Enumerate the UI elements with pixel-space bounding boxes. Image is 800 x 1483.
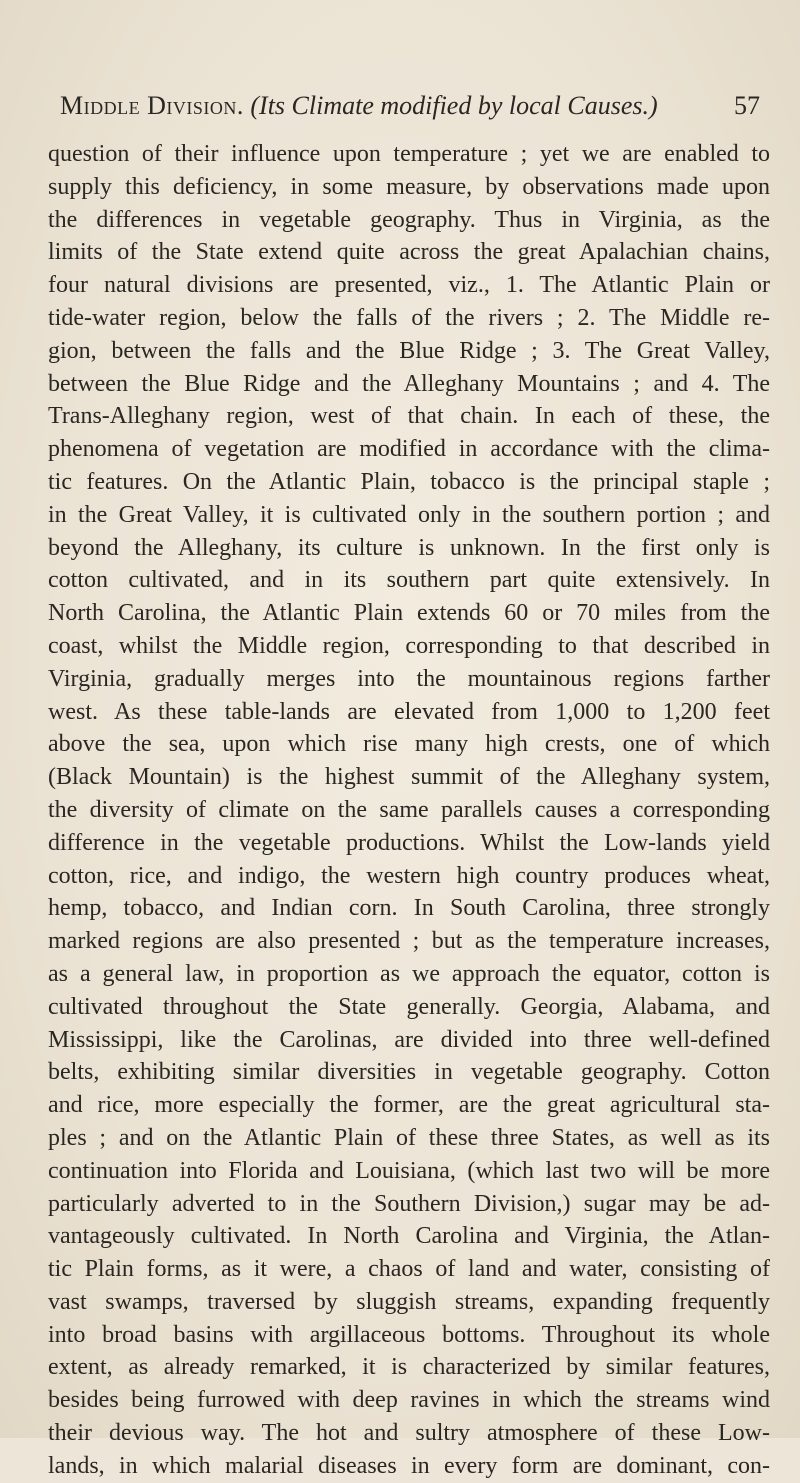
text-line: tic Plain forms, as it were, a chaos of land and water, consisting of — [48, 1256, 770, 1283]
running-title: Middle Division. — [60, 91, 244, 120]
text-line: ples ; and on the Atlantic Plain of these three States, as well as its — [48, 1124, 770, 1151]
text-line: cultivated throughout the State generally. Georgia, Alabama, and — [48, 993, 770, 1020]
text-line: Virginia, gradually merges into the mountainous regions farther — [48, 665, 770, 692]
text-line: vast swamps, traversed by sluggish streams, expanding frequently — [48, 1288, 770, 1315]
text-line: particularly adverted to in the Southern Division,) sugar may be ad- — [48, 1190, 770, 1217]
text-line: cotton cultivated, and in its southern part quite extensively. In — [48, 567, 770, 594]
text-line: west. As these table-lands are elevated from 1,000 to 1,200 feet — [48, 698, 770, 725]
text-line: and rice, more especially the former, are the great agricultural sta- — [48, 1092, 770, 1119]
text-line: hemp, tobacco, and Indian corn. In South Carolina, three strongly — [48, 895, 770, 922]
text-line: their devious way. The hot and sultry atmosphere of these Low- — [48, 1420, 770, 1447]
text-line: four natural divisions are presented, viz., 1. The Atlantic Plain or — [48, 272, 770, 299]
text-line: tide-water region, below the falls of the rivers ; 2. The Middle re- — [48, 304, 770, 331]
running-header — [60, 90, 760, 122]
text-line: into broad basins with argillaceous bottoms. Throughout its whole — [48, 1321, 770, 1348]
text-line: tic features. On the Atlantic Plain, tobacco is the principal staple ; — [48, 468, 770, 495]
text-line: difference in the vegetable productions. Whilst the Low-lands yield — [48, 829, 770, 856]
text-line: continuation into Florida and Louisiana, (which last two will be more — [48, 1157, 770, 1184]
text-line: question of their influence upon temperature ; yet we are enabled to — [48, 141, 770, 167]
text-line: vantageously cultivated. In North Carolina and Virginia, the Atlan- — [48, 1223, 770, 1250]
text-line: Mississippi, like the Carolinas, are divided into three well-defined — [48, 1026, 770, 1053]
text-line: supply this deficiency, in some measure, by observations made upon — [48, 173, 770, 200]
text-line: Trans-Alleghany region, west of that chain. In each of these, the — [48, 403, 770, 430]
page-number: 57 — [734, 91, 760, 120]
text-line: above the sea, upon which rise many high crests, one of which — [48, 731, 770, 758]
text-line: lands, in which malarial diseases in every form are dominant, con- — [48, 1452, 770, 1479]
text-line: extent, as already remarked, it is characterized by similar features, — [48, 1354, 770, 1381]
text-line: the differences in vegetable geography. Thus in Virginia, as the — [48, 206, 770, 233]
text-line: besides being furrowed with deep ravines in which the streams wind — [48, 1387, 770, 1414]
text-line: marked regions are also presented ; but as the temperature increases, — [48, 928, 770, 955]
body-text — [48, 138, 770, 1483]
text-line: gion, between the falls and the Blue Ridge ; 3. The Great Valley, — [48, 337, 770, 364]
text-line: in the Great Valley, it is cultivated only in the southern portion ; and — [48, 501, 770, 528]
text-line: limits of the State extend quite across the great Apalachian chains, — [48, 239, 770, 266]
text-line: the diversity of climate on the same parallels causes a corresponding — [48, 796, 770, 823]
text-line: phenomena of vegetation are modified in accordance with the clima- — [48, 436, 770, 463]
text-line: as a general law, in proportion as we approach the equator, cotton is — [48, 960, 770, 987]
text-line: (Black Mountain) is the highest summit of the Alleghany system, — [48, 764, 770, 791]
text-line: coast, whilst the Middle region, corresponding to that described in — [48, 632, 770, 659]
running-subtitle: (Its Climate modified by local Causes.) — [250, 91, 658, 120]
text-line: between the Blue Ridge and the Alleghany Mountains ; and 4. The — [48, 370, 770, 397]
text-line: beyond the Alleghany, its culture is unknown. In the first only is — [48, 534, 770, 561]
text-line: cotton, rice, and indigo, the western high country produces wheat, — [48, 862, 770, 889]
text-line: North Carolina, the Atlantic Plain extends 60 or 70 miles from the — [48, 600, 770, 627]
text-line: belts, exhibiting similar diversities in vegetable geography. Cotton — [48, 1059, 770, 1086]
